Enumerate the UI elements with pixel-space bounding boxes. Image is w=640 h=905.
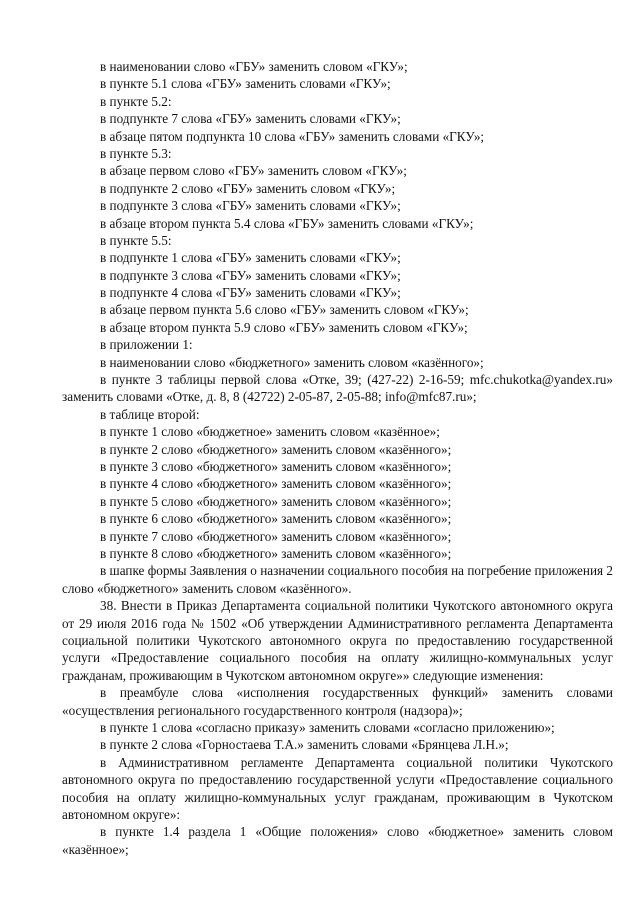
text-line: в подпункте 2 слово «ГБУ» заменить словом «ГКУ»; bbox=[100, 180, 396, 196]
text-line: в подпункте 3 слова «ГБУ» заменить словами «ГКУ»; bbox=[100, 267, 401, 283]
text-line: в пункте 6 слово «бюджетного» заменить словом «казённого»; bbox=[100, 511, 452, 527]
text-line: в подпункте 7 слова «ГБУ» заменить словами «ГКУ»; bbox=[100, 111, 401, 127]
text-line: в пункте 5.1 слова «ГБУ» заменить словами «ГКУ»; bbox=[100, 76, 391, 92]
text-line: в пункте 1 слово «бюджетное» заменить словом «казённое»; bbox=[100, 424, 440, 440]
text-line: в подпункте 3 слова «ГБУ» заменить словами «ГКУ»; bbox=[100, 198, 401, 214]
text-line: в пункте 8 слово «бюджетного» заменить словом «казённого»; bbox=[100, 545, 452, 561]
text-line: в приложении 1: bbox=[100, 337, 193, 353]
text-line: в таблице второй: bbox=[100, 406, 200, 422]
text-line: в пункте 2 слова «Горностаева Т.А.» заменить словами «Брянцева Л.Н.»; bbox=[100, 737, 509, 753]
text-line: в пункте 5.3: bbox=[100, 145, 172, 161]
text-line: в абзаце пятом подпункта 10 слова «ГБУ» заменить словами «ГКУ»; bbox=[100, 128, 485, 144]
text-line: в абзаце первом слово «ГБУ» заменить словом «ГКУ»; bbox=[100, 163, 407, 179]
text-line: в пункте 3 слово «бюджетного» заменить словом «казённого»; bbox=[100, 459, 452, 475]
paragraph-form-header: в шапке формы Заявления о назначении социального пособия на погребение приложения 2 слово «бюджетного» заменить словом «казённого». bbox=[62, 563, 613, 596]
paragraph-preamble: в преамбуле слова «исполнения государственных функций» заменить словами «осуществления регионального государственного контроля (надзора)»; bbox=[62, 685, 613, 718]
text-line: в пункте 7 слово «бюджетного» заменить словом «казённого»; bbox=[100, 528, 452, 544]
document-page bbox=[62, 58, 613, 858]
text-line: в подпункте 1 слова «ГБУ» заменить словами «ГКУ»; bbox=[100, 250, 401, 266]
paragraph-table3: в пункте 3 таблицы первой слова «Отке, 39; (427-22) 2-16-59; mfc.chukotka@yandex.ru» заменить словами «Отке, д. 8, 8 (42722) 2-05-87, 2-05-88; info@mfc87.ru»; bbox=[62, 372, 613, 405]
text-line: в абзаце втором пункта 5.9 слово «ГБУ» заменить словом «ГКУ»; bbox=[100, 319, 468, 335]
text-line: в пункте 1 слова «согласно приказу» заменить словами «согласно приложению»; bbox=[100, 720, 555, 736]
text-line: в наименовании слово «бюджетного» заменить словом «казённого»; bbox=[100, 354, 484, 370]
text-line: в пункте 2 слово «бюджетного» заменить словом «казённого»; bbox=[100, 441, 452, 457]
text-line: в абзаце втором пункта 5.4 слова «ГБУ» заменить словами «ГКУ»; bbox=[100, 215, 474, 231]
text-line: в пункте 5.5: bbox=[100, 232, 172, 248]
text-line: в подпункте 4 слова «ГБУ» заменить словами «ГКУ»; bbox=[100, 285, 401, 301]
text-line: в пункте 5 слово «бюджетного» заменить словом «казённого»; bbox=[100, 493, 452, 509]
text-line: в пункте 4 слово «бюджетного» заменить словом «казённого»; bbox=[100, 476, 452, 492]
text-line: в пункте 5.2: bbox=[100, 93, 172, 109]
paragraph-item-38: 38. Внести в Приказ Департамента социальной политики Чукотского автономного округа от 29 июля 2016 года № 1502 «Об утверждении Административного регламента Департамента социальной политики Чукотского автономного округа по предоставлению государственной услуги «Предоставление социального пособия на оплату жилищно-коммунальных услуг гражданам, проживающим в Чукотском автономном округе»» следующие изменения: bbox=[62, 598, 613, 683]
text-line: в наименовании слово «ГБУ» заменить словом «ГКУ»; bbox=[100, 59, 408, 74]
text-line: в абзаце первом пункта 5.6 слово «ГБУ» заменить словом «ГКУ»; bbox=[100, 302, 469, 318]
paragraph-item-1-4: в пункте 1.4 раздела 1 «Общие положения» слово «бюджетное» заменить словом «казённое»; bbox=[62, 824, 613, 857]
paragraph-admin-regulation: в Административном регламенте Департамента социальной политики Чукотского автономного округа по предоставлению государственной услуги «Предоставление социального пособия на оплату жилищно-коммунальных услуг гражданам, проживающим в Чукотском автономном округе»: bbox=[62, 754, 613, 823]
